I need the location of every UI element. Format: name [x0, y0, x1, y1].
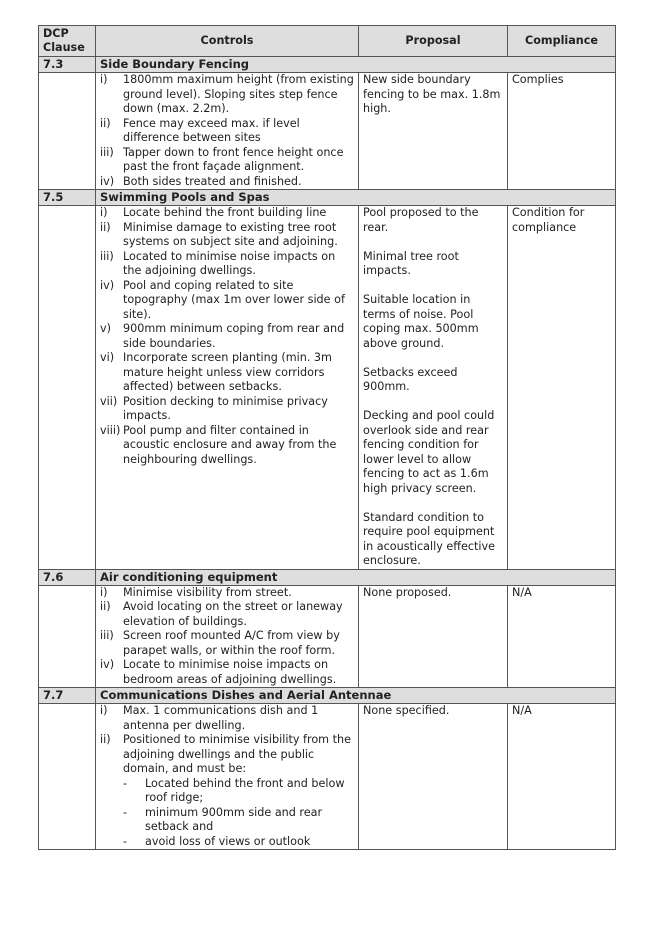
header-row [39, 26, 616, 57]
section-body-row [39, 704, 616, 850]
section-title: Communications Dishes and Aerial Antennae [96, 688, 616, 704]
dcp-compliance-table [38, 25, 616, 850]
sub-item-list [123, 777, 354, 850]
proposal-cell [359, 206, 508, 570]
proposal-text: Pool proposed to the rear. [363, 206, 479, 234]
proposal-text: None specified. [363, 704, 450, 717]
control-item: i) 1800mm maximum height (from existing ground level). Sloping sites step fence down (max. 2.2m). [100, 73, 354, 115]
proposal-text: Setbacks exceed 900mm. [363, 365, 458, 393]
section-body-row [39, 206, 616, 570]
sub-item: - Located behind the front and below roof ridge; [123, 776, 345, 804]
proposal-text: Decking and pool could overlook side and rear fencing condition for lower level to allow fencing to act as 1.6m high privacy screen. [363, 409, 495, 495]
header-compliance: Compliance [508, 26, 616, 57]
section-row [39, 57, 616, 73]
controls-cell [96, 73, 359, 190]
control-item: iii) Screen roof mounted A/C from view by parapet walls, or within the roof form. [100, 629, 340, 657]
proposal-cell [359, 704, 508, 850]
section-number: 7.5 [39, 190, 96, 206]
control-item: ii) Fence may exceed max. if level difference between sites [100, 116, 300, 144]
control-item: i) Locate behind the front building line [100, 206, 327, 219]
sub-item: - avoid loss of views or outlook [123, 834, 311, 848]
section-title: Swimming Pools and Spas [96, 190, 616, 206]
proposal-text: New side boundary fencing to be max. 1.8m high. [363, 73, 501, 115]
header-controls: Controls [96, 26, 359, 57]
section-row [39, 190, 616, 206]
section-row [39, 569, 616, 585]
section-title: Air conditioning equipment [96, 569, 616, 585]
controls-cell [96, 585, 359, 688]
control-item: vi) Incorporate screen planting (min. 3m mature height unless view corridors affected) between setbacks. [100, 351, 332, 393]
proposal-cell [359, 585, 508, 688]
section-body-row [39, 73, 616, 190]
proposal-text: None proposed. [363, 585, 452, 599]
sub-item: - minimum 900mm side and rear setback and [123, 805, 323, 833]
proposal-text: Minimal tree root impacts. [363, 249, 459, 277]
control-item: i) Minimise visibility from street. [100, 585, 292, 599]
section-body-row [39, 585, 616, 688]
control-item: iii) Tapper down to front fence height once past the front façade alignment. [100, 145, 344, 173]
clause-cell [39, 704, 96, 850]
section-number: 7.3 [39, 57, 96, 73]
control-item: iv) Locate to minimise noise impacts on bedroom areas of adjoining dwellings. [100, 658, 337, 686]
proposal-cell [359, 73, 508, 190]
clause-cell [39, 585, 96, 688]
section-number: 7.6 [39, 569, 96, 585]
control-item: ii) Positioned to minimise visibility from the adjoining dwellings and the public domain, and must be: - Located behind the front and below roof ridge; - minimum 900mm side and rear setback and - avoid loss of views or outlook [100, 733, 354, 849]
control-item: iv) Pool and coping related to site topography (max 1m over lower side of site). [100, 278, 345, 321]
section-title: Side Boundary Fencing [96, 57, 616, 73]
section-number: 7.7 [39, 688, 96, 704]
clause-cell [39, 73, 96, 190]
control-item: vii) Position decking to minimise privacy impacts. [100, 394, 328, 422]
control-item: ii) Avoid locating on the street or laneway elevation of buildings. [100, 600, 343, 628]
section-row [39, 688, 616, 704]
header-proposal: Proposal [359, 26, 508, 57]
control-item: ii) Minimise damage to existing tree root systems on subject site and adjoining. [100, 220, 338, 248]
proposal-text: Standard condition to require pool equipment in acoustically effective enclosure. [363, 510, 496, 567]
compliance-cell: N/A [508, 585, 616, 688]
clause-cell [39, 206, 96, 570]
control-item: v) 900mm minimum coping from rear and side boundaries. [100, 322, 345, 350]
controls-cell [96, 704, 359, 850]
control-item: iv) Both sides treated and finished. [100, 174, 302, 188]
compliance-cell: N/A [508, 704, 616, 850]
header-clause: DCP Clause [39, 26, 96, 57]
control-item: i) Max. 1 communications dish and 1 antenna per dwelling. [100, 704, 319, 732]
control-item: iii) Located to minimise noise impacts on the adjoining dwellings. [100, 249, 336, 277]
controls-cell [96, 206, 359, 570]
compliance-cell: Condition for compliance [508, 206, 616, 570]
control-item: viii) Pool pump and filter contained in acoustic enclosure and away from the neighbouring dwellings. [100, 423, 337, 466]
compliance-cell: Complies [508, 73, 616, 190]
proposal-text: Suitable location in terms of noise. Pool coping max. 500mm above ground. [363, 293, 479, 350]
